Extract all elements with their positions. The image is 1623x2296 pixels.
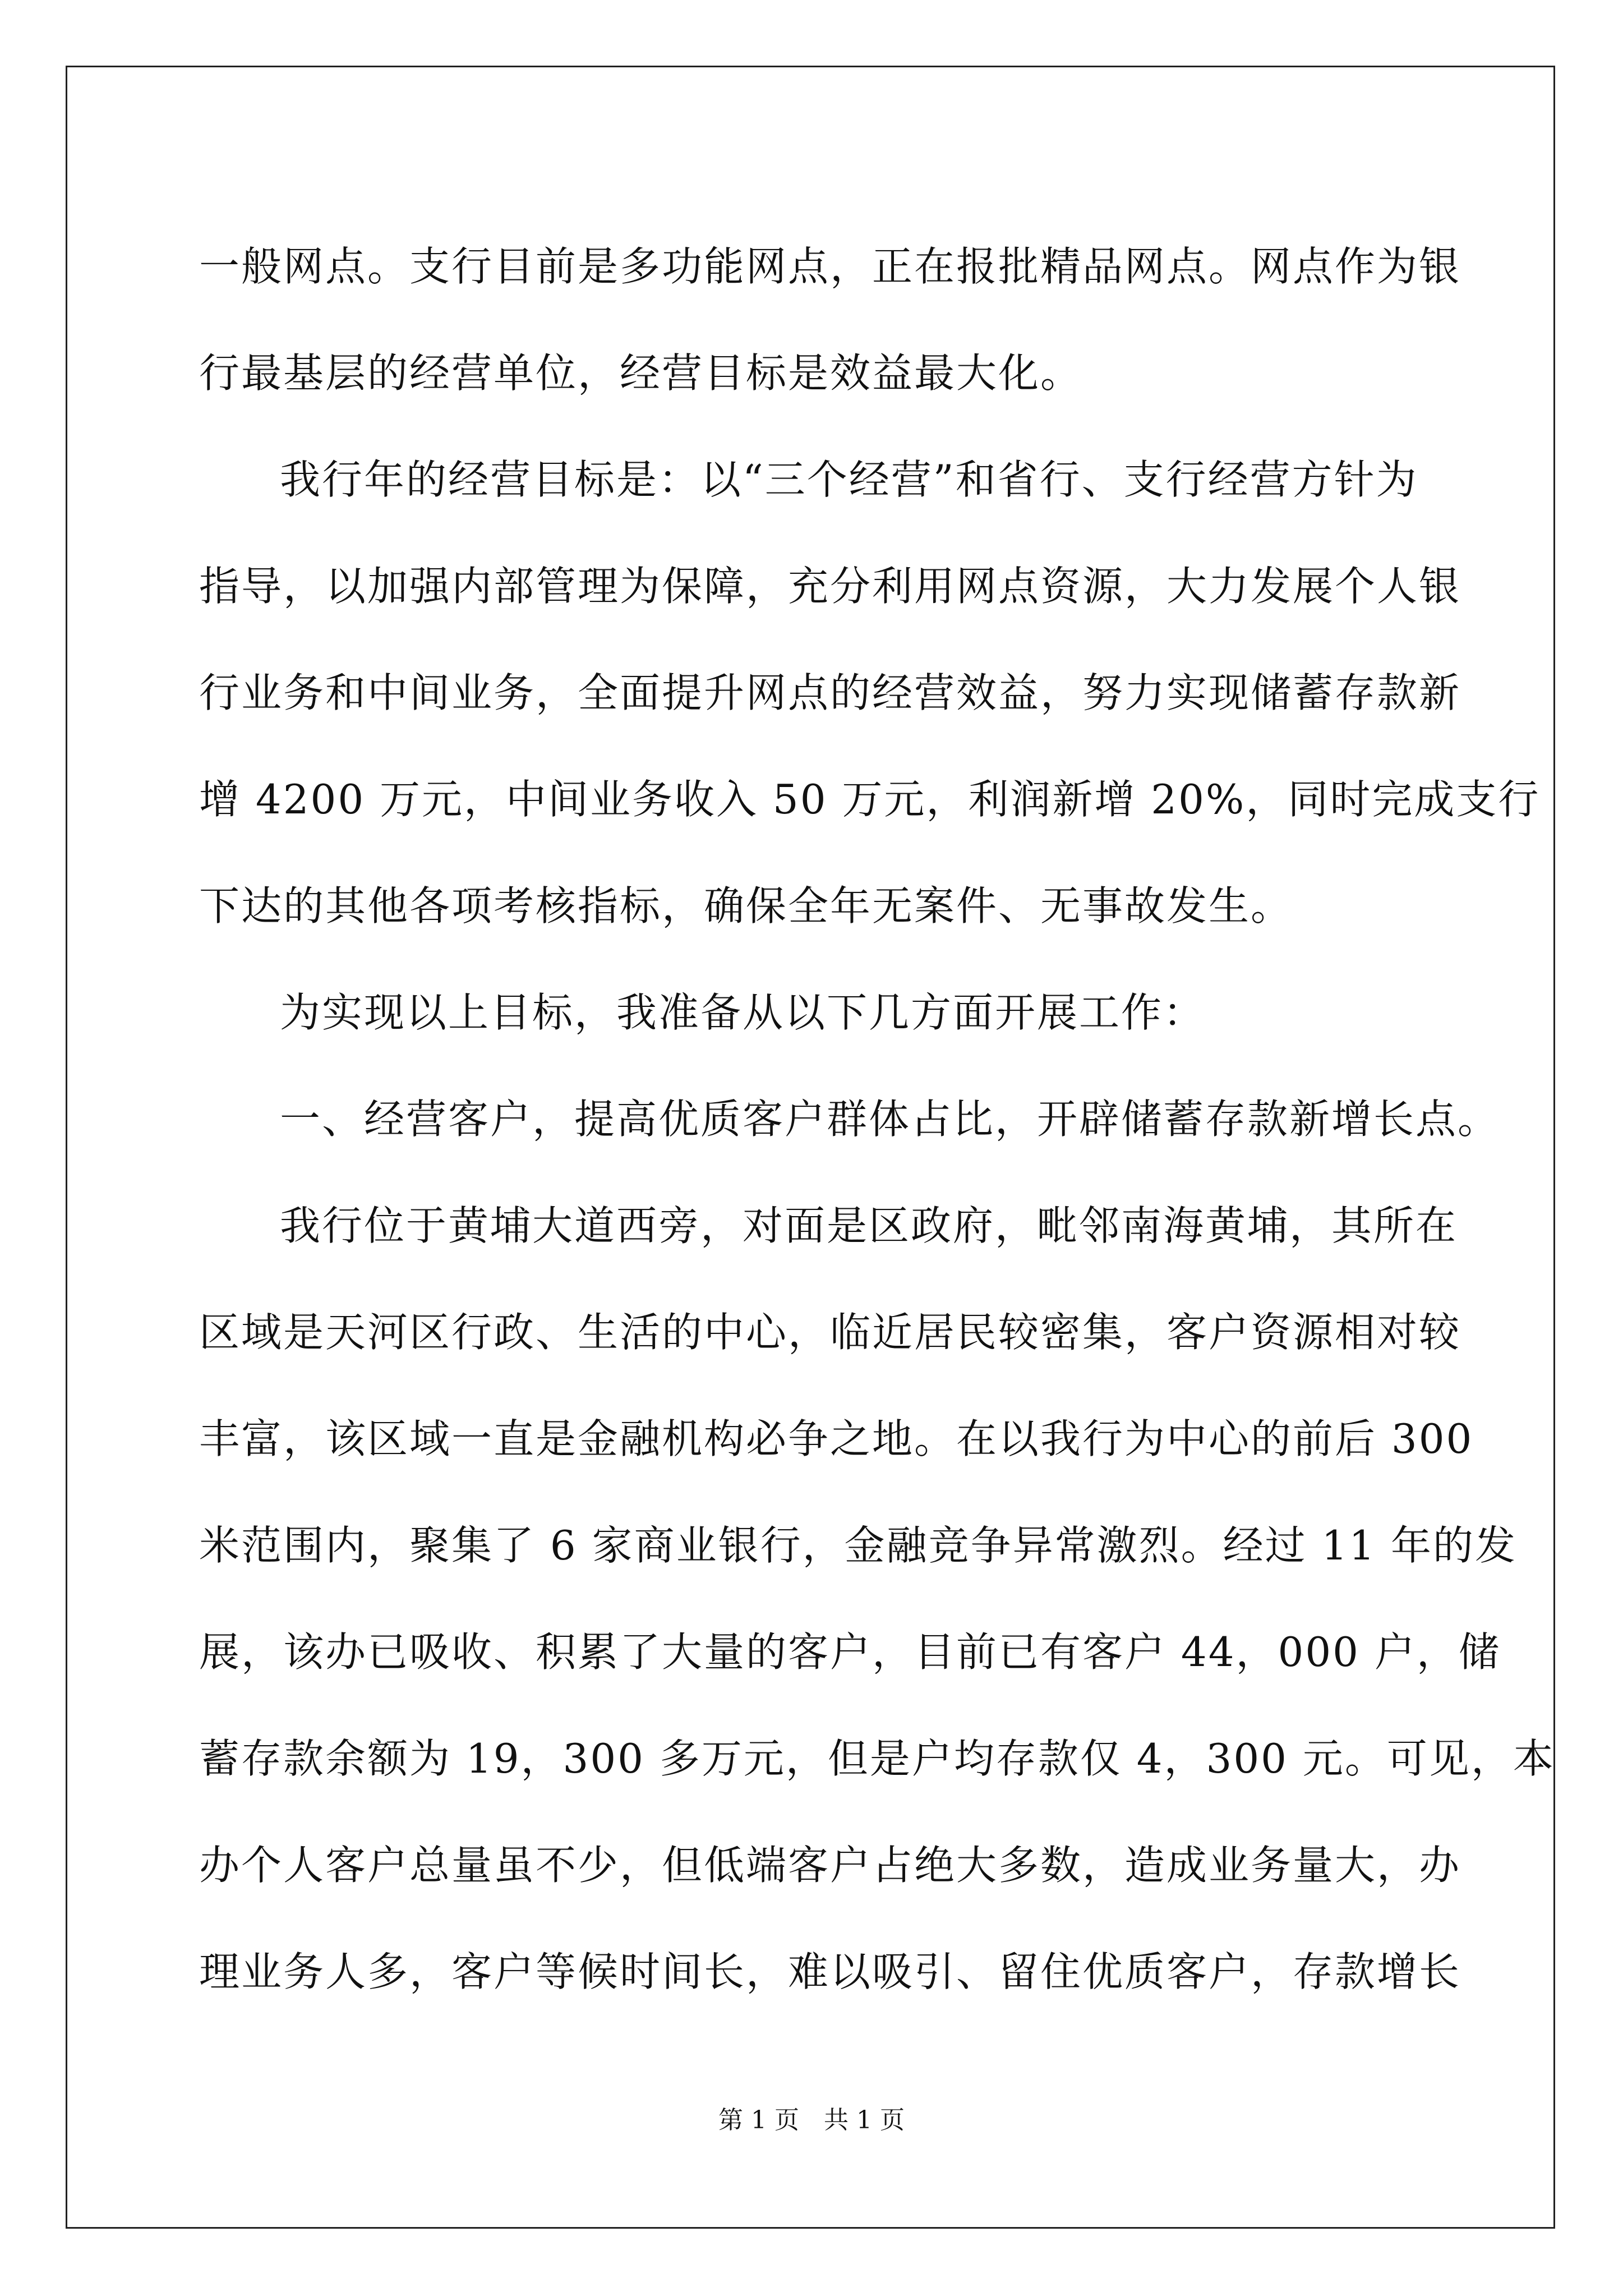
page-footer <box>0 2104 1623 2137</box>
text-line: 蓄存款余额为 19，300 多万元，但是户均存款仅 4，300 元。可见，本 <box>199 1735 1555 1782</box>
text-line: 办个人客户总量虽不少，但低端客户占绝大多数，造成业务量大，办 <box>199 1842 1461 1889</box>
text-line: 米范围内，聚集了 6 家商业银行，金融竞争异常激烈。经过 11 年的发 <box>199 1522 1517 1569</box>
page-total: 共 1 页 <box>824 2106 905 2134</box>
text-line: 行业务和中间业务，全面提升网点的经营效益，努力实现储蓄存款新 <box>199 669 1461 716</box>
text-line: 增 4200 万元，中间业务收入 50 万元，利润新增 20%，同时完成支行 <box>199 776 1541 823</box>
page-number: 第 1 页 <box>718 2106 799 2134</box>
text-line: 下达的其他各项考核指标，确保全年无案件、无事故发生。 <box>199 882 1293 930</box>
text-line: 一般网点。支行目前是多功能网点，正在报批精品网点。网点作为银 <box>199 243 1461 290</box>
paragraph-start-line: 我行年的经营目标是：以“三个经营”和省行、支行经营方针为 <box>280 456 1418 503</box>
document-body <box>199 213 1555 2025</box>
section-heading-line: 一、经营客户，提高优质客户群体占比，开辟储蓄存款新增长点。 <box>280 1096 1500 1143</box>
text-line: 行最基层的经营单位，经营目标是效益最大化。 <box>199 349 1083 397</box>
paragraph-start-line: 我行位于黄埔大道西旁，对面是区政府，毗邻南海黄埔，其所在 <box>280 1202 1458 1249</box>
text-line: 区域是天河区行政、生活的中心，临近居民较密集，客户资源相对较 <box>199 1309 1461 1356</box>
text-line: 丰富，该区域一直是金融机构必争之地。在以我行为中心的前后 300 <box>199 1415 1474 1462</box>
text-line: 指导，以加强内部管理为保障，充分利用网点资源，大力发展个人银 <box>199 563 1461 610</box>
text-line: 理业务人多，客户等候时间长，难以吸引、留住优质客户，存款增长 <box>199 1948 1461 1995</box>
paragraph-start-line: 为实现以上目标，我准备从以下几方面开展工作： <box>280 989 1206 1036</box>
text-line: 展，该办已吸收、积累了大量的客户，目前已有客户 44，000 户，储 <box>199 1628 1501 1676</box>
